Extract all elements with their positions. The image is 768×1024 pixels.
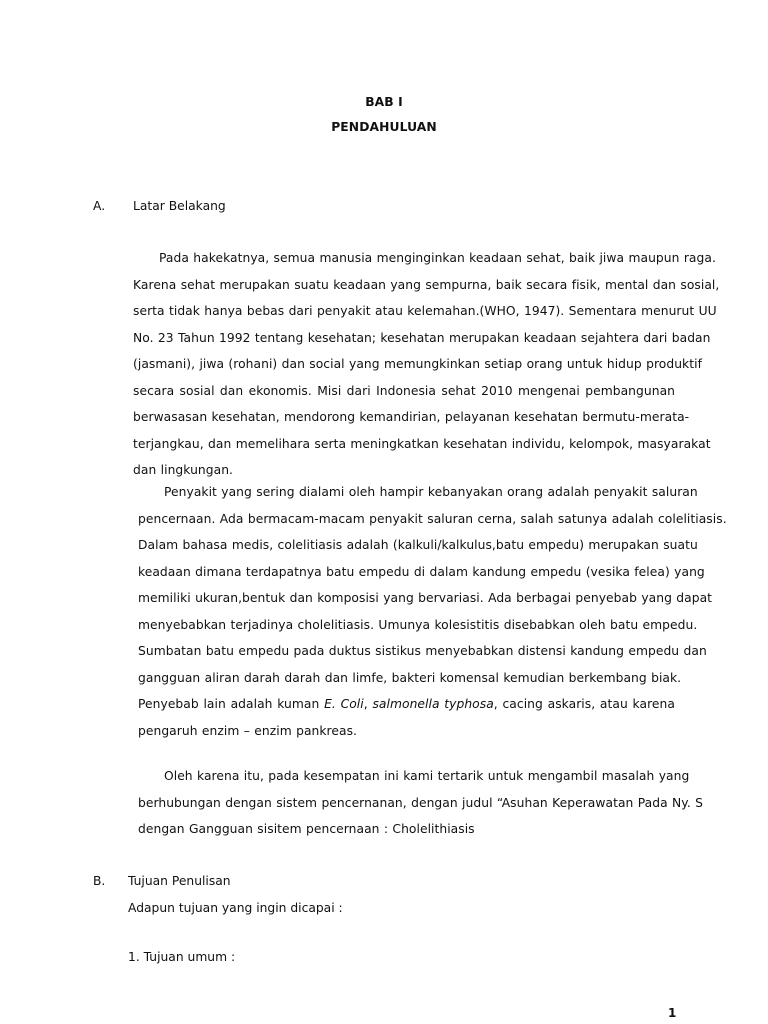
page-number: 1 [668, 1006, 677, 1020]
paragraph-3 [138, 763, 704, 843]
paragraph-1-line: serta tidak hanya bebas dari penyakit atau kelemahan.(WHO, 1947). Sementara menurut UU [133, 304, 717, 318]
list-item-general-goal: 1. Tujuan umum : [128, 950, 236, 964]
paragraph-1-line: berwasasan kesehatan, mendorong kemandirian, pelayanan kesehatan bermutu-merata- [133, 410, 690, 424]
text-segment: Penyebab lain adalah kuman [138, 697, 325, 711]
section-a-title: Latar Belakang [133, 199, 226, 213]
italic-term: salmonella typhosa [372, 697, 494, 711]
paragraph-1-line: terjangkau, dan memelihara serta meningkatkan kesehatan individu, kelompok, masyarakat [133, 436, 711, 451]
paragraph-2-line: gangguan aliran darah darah dan limfe, bakteri komensal kemudian berkembang biak. [138, 670, 682, 685]
paragraph-2-line: Sumbatan batu empedu pada duktus sistikus menyebabkan distensi kandung empedu dan [138, 644, 707, 658]
paragraph-1-line: Karena sehat merupakan suatu keadaan yang sempurna, baik secara fisik, mental dan sosial, [133, 277, 720, 292]
paragraph-2-line: keadaan dimana terdapatnya batu empedu di dalam kandung empedu (vesika felea) yang [138, 564, 705, 579]
paragraph-1-line: dan lingkungan. [133, 463, 233, 477]
paragraph-2-line: Dalam bahasa medis, colelitiasis adalah (kalkuli/kalkulus,batu empedu) merupakan suatu [138, 538, 698, 552]
section-a-label: A. [93, 199, 106, 213]
text-segment: , [363, 697, 373, 711]
paragraph-3-line: Oleh karena itu, pada kesempatan ini kami tertarik untuk mengambil masalah yang [164, 769, 690, 783]
italic-term: E. Coli [324, 697, 364, 711]
paragraph-2-line: Penyakit yang sering dialami oleh hampir kebanyakan orang adalah penyakit saluran [164, 485, 698, 499]
paragraph-1-line: (jasmani), jiwa (rohani) dan social yang memungkinkan setiap orang untuk hidup produktif [133, 357, 702, 371]
paragraph-2-line: pengaruh enzim – enzim pankreas. [138, 723, 358, 738]
text-segment: , cacing askaris, atau karena [493, 697, 675, 711]
paragraph-3-line: dengan Gangguan sisitem pencernaan : Cholelithiasis [138, 822, 475, 836]
section-b-intro: Adapun tujuan yang ingin dicapai : [128, 901, 343, 915]
paragraph-2-line: menyebabkan terjadinya cholelitiasis. Umunya kolesistitis disebabkan oleh batu empedu. [138, 617, 698, 632]
paragraph-2-line: memiliki ukuran,bentuk dan komposisi yang bervariasi. Ada berbagai penyebab yang dapat [138, 591, 713, 605]
section-b-title: Tujuan Penulisan [128, 874, 231, 888]
paragraph-3-line: berhubungan dengan sistem pencernanan, dengan judul “Asuhan Keperawatan Pada Ny. S [138, 795, 704, 810]
paragraph-2-line-with-italics [138, 691, 675, 718]
paragraph-2-line: pencernaan. Ada bermacam-macam penyakit saluran cerna, salah satunya adalah colelitiasis. [138, 511, 727, 526]
chapter-title: PENDAHULUAN [331, 120, 437, 134]
paragraph-1-line: Pada hakekatnya, semua manusia menginginkan keadaan sehat, baik jiwa maupun raga. [159, 251, 716, 265]
paragraph-1 [133, 245, 720, 484]
paragraph-1-line: No. 23 Tahun 1992 tentang kesehatan; kesehatan merupakan keadaan sejahtera dari badan [133, 330, 711, 345]
chapter-label: BAB I [365, 95, 403, 109]
paragraph-2 [138, 479, 727, 744]
section-b-label: B. [93, 874, 106, 888]
paragraph-1-line: secara sosial dan ekonomis. Misi dari Indonesia sehat 2010 mengenai pembangunan [133, 383, 675, 398]
